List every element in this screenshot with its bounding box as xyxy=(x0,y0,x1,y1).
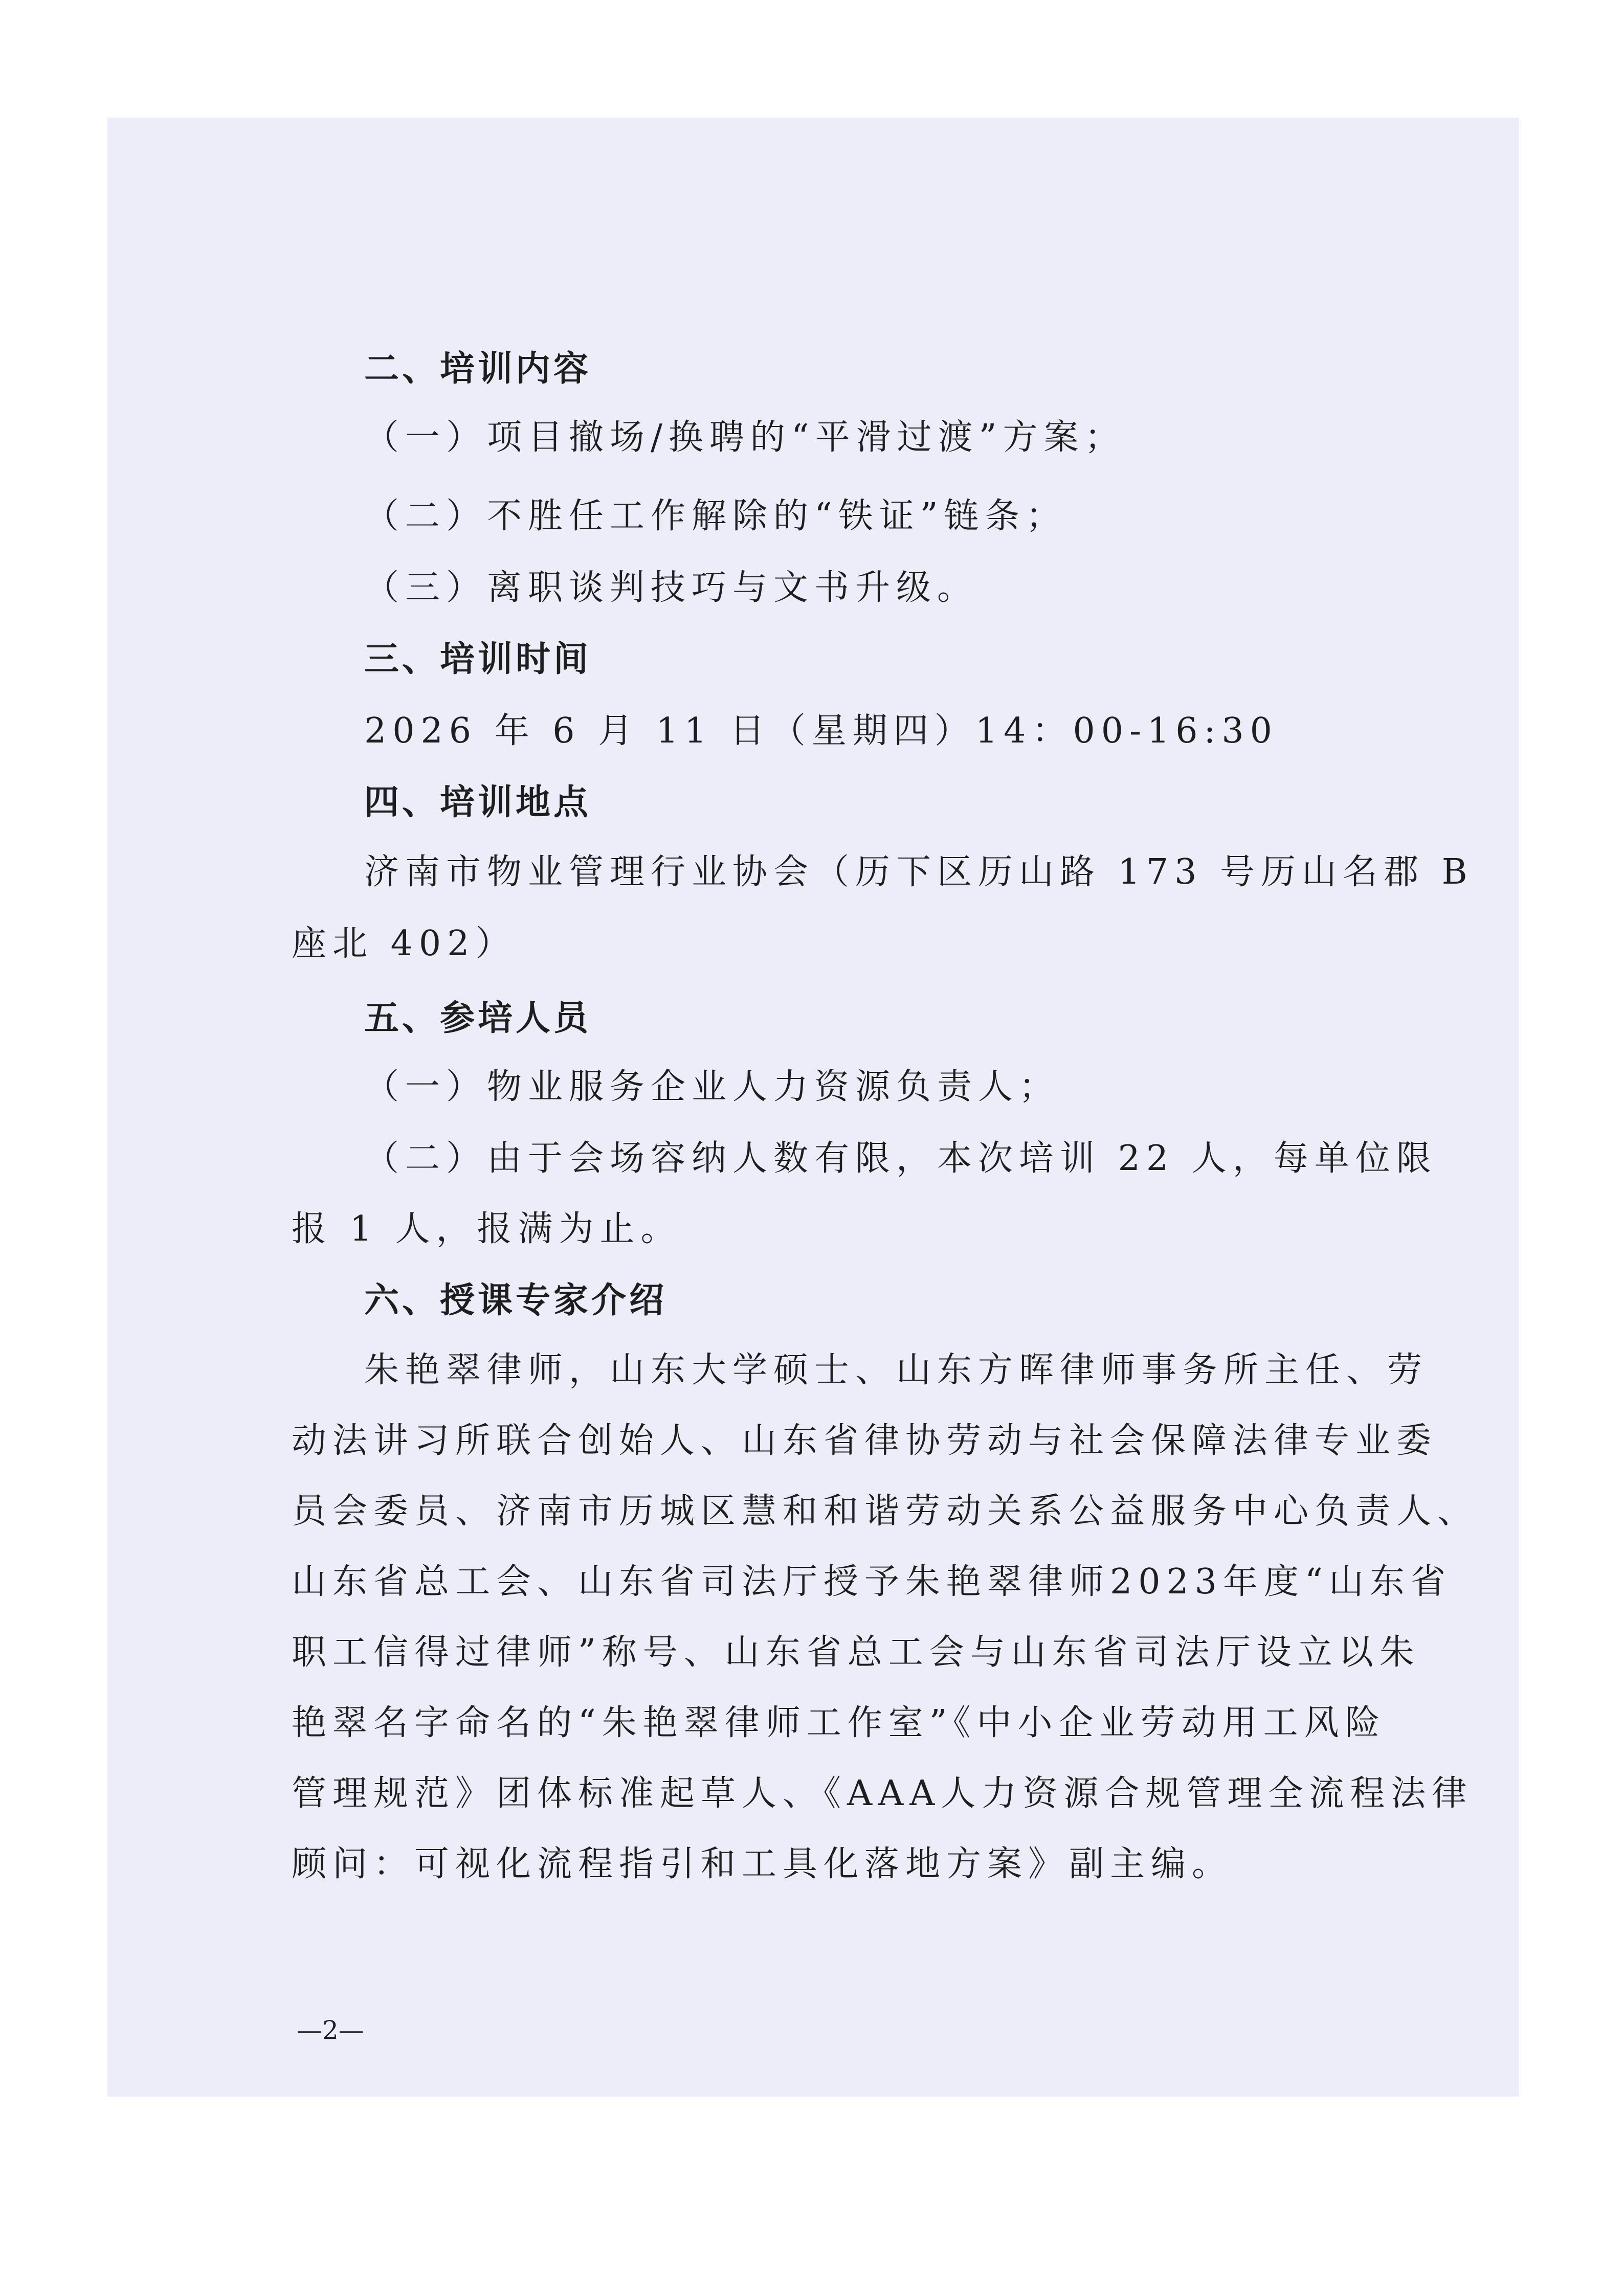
location-text-line: 济南市物业管理行业协会（历下区历山路 173 号历山名郡 B xyxy=(364,852,1474,892)
page-number: —2— xyxy=(297,2015,364,2045)
list-item: （二）由于会场容纳人数有限，本次培训 22 人，每单位限 xyxy=(364,1138,1437,1179)
list-item: （二）不胜任工作解除的“铁证”链条； xyxy=(364,496,1067,536)
section-heading-participants: 五、参培人员 xyxy=(364,998,592,1039)
expert-intro-line: 艳翠名字命名的“朱艳翠律师工作室”《中小企业劳动用工风险 xyxy=(292,1703,1386,1743)
expert-intro-line: 动法讲习所联合创始人、山东省律协劳动与社会保障法律专业委 xyxy=(292,1421,1438,1461)
expert-intro-line: 职工信得过律师”称号、山东省总工会与山东省司法厅设立以朱 xyxy=(292,1632,1420,1673)
section-heading-training-content: 二、培训内容 xyxy=(364,349,592,389)
expert-intro-line: 山东省总工会、山东省司法厅授予朱艳翠律师2023年度“山东省 xyxy=(292,1562,1452,1602)
section-heading-training-location: 四、培训地点 xyxy=(364,782,592,823)
training-time-text: 2026 年 6 月 11 日（星期四）14：00-16:30 xyxy=(364,711,1278,751)
location-text-line: 座北 402） xyxy=(292,924,517,964)
expert-intro-line: 员会委员、济南市历城区慧和和谐劳动关系公益服务中心负责人、 xyxy=(292,1491,1479,1532)
expert-intro-line: 顾问：可视化流程指引和工具化落地方案》副主编。 xyxy=(292,1844,1233,1884)
expert-intro-line: 管理规范》团体标准起草人、《AAA人力资源合规管理全流程法律 xyxy=(292,1773,1473,1814)
section-heading-expert-intro: 六、授课专家介绍 xyxy=(364,1280,668,1321)
list-item: （一）物业服务企业人力资源负责人； xyxy=(364,1067,1060,1107)
list-item-continuation: 报 1 人，报满为止。 xyxy=(292,1209,682,1249)
expert-intro-line: 朱艳翠律师，山东大学硕士、山东方晖律师事务所主任、劳 xyxy=(364,1350,1429,1390)
list-item: （一）项目撤场/换聘的“平滑过渡”方案； xyxy=(364,417,1126,458)
list-item: （三）离职谈判技巧与文书升级。 xyxy=(364,568,978,608)
section-heading-training-time: 三、培训时间 xyxy=(364,639,592,680)
